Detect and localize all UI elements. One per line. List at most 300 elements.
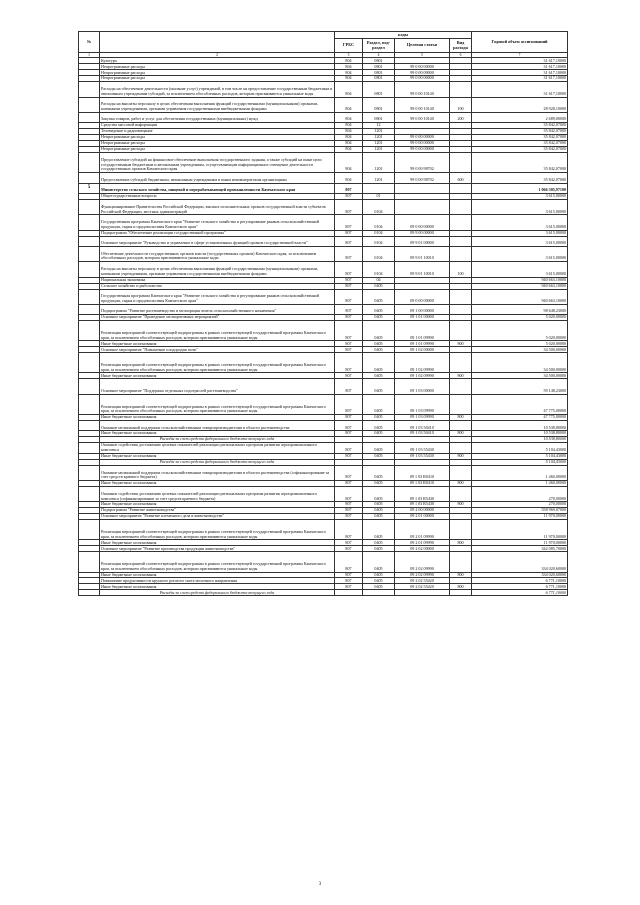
cell-cs: 99 0 00 00000	[395, 76, 450, 82]
cell-name: Расходы на обеспечение деятельности (оказание услуг) учреждений, в том числе на предоставление государственным бюджетным и автономным учреждениям субсидий, за исключением обособленных расходов, которым присваиваются уникальные коды	[100, 82, 335, 97]
cell-vr	[450, 465, 472, 480]
cell-name: Оказание несвязанной поддержки сельскохозяйственным товаропроизводителям в области растениеводства (софинансирование за счет средств краевого бюджета)	[100, 465, 335, 480]
cell-grbs: 807	[335, 194, 363, 200]
cell-cs	[395, 200, 450, 215]
cell-rz: 0405	[363, 304, 395, 314]
cell-cs: 09 2 02 55420	[395, 584, 450, 590]
cell-name: Основное мероприятие "Проведение мелиоративных мероприятий"	[100, 315, 335, 321]
cell-rz: 0405	[363, 431, 395, 437]
cell-name: Реализация мероприятий соответствующей подпрограммы в рамках соответствующей государственной программы Камчатского края, за исключением обособленных расходов, которым присваиваются уникальные коды	[100, 353, 335, 373]
cell-name: Расходы за счет средств федерального бюджета текущего года	[100, 437, 335, 443]
cell-sum: 2 689,00000	[472, 112, 568, 122]
cell-grbs: 807	[335, 373, 363, 379]
cell-name: Непрограммные расходы	[100, 147, 335, 153]
cell-name: Основное мероприятие "Развитие производства продукции животноводства"	[100, 546, 335, 552]
cell-num	[79, 486, 100, 501]
cell-vr: 800	[450, 481, 472, 487]
cell-name: Иные бюджетные ассигнования	[100, 453, 335, 459]
cell-name: Иные бюджетные ассигнования	[100, 502, 335, 508]
cell-name: Сельское хозяйство и рыболовство	[100, 283, 335, 289]
cell-rz: 0801	[363, 58, 395, 64]
cell-name: Иные бюджетные ассигнования	[100, 414, 335, 420]
cell-num	[79, 379, 100, 394]
document-page	[78, 31, 567, 596]
cell-sum: 11 970,00000	[472, 514, 568, 520]
cell-vr: 800	[450, 414, 472, 420]
cell-grbs: 807	[335, 520, 363, 540]
cell-rz: 0405	[363, 379, 395, 394]
cell-vr: 800	[450, 572, 472, 578]
cell-sum: 28 928,10000	[472, 97, 568, 112]
cell-vr	[450, 82, 472, 97]
table-row	[79, 112, 568, 122]
header-grbs: ГРБС	[335, 39, 363, 53]
cell-cs: 09 1 01 09990	[395, 321, 450, 341]
cell-cs: 09 9 01 10010	[395, 246, 450, 261]
cell-cs: 09 1 03 50410	[395, 420, 450, 430]
cell-name: Основное мероприятие "Развитие племенного дела в животноводстве"	[100, 514, 335, 520]
cell-vr: 800	[450, 584, 472, 590]
cell-sum: 11 970,00000	[472, 520, 568, 540]
header-razdel: Раздел, под-раздел	[363, 39, 395, 53]
header-vid: Вид расхода	[450, 39, 472, 53]
cell-name: Обеспечение деятельности государственных органов власти (государственных органов) Камчатского края, за исключением обособленных расходов, которым присваиваются уникальные коды	[100, 246, 335, 261]
table-row	[79, 97, 568, 112]
cell-cs: 09 1 03 55430	[395, 453, 450, 459]
table-row	[79, 200, 568, 215]
cell-rz: 0405	[363, 486, 395, 501]
cell-num	[79, 173, 100, 183]
cell-sum: 3 615,00000	[472, 200, 568, 215]
cell-name: Непрограммные расходы	[100, 135, 335, 141]
cell-grbs: 804	[335, 82, 363, 97]
cell-vr: 100	[450, 262, 472, 277]
cell-grbs: 807	[335, 277, 363, 283]
cell-num	[79, 420, 100, 430]
cell-cs: 99 0 00 00000	[395, 135, 450, 141]
cell-grbs: 807	[335, 508, 363, 514]
cell-grbs: 807	[335, 546, 363, 552]
cell-rz: 1201	[363, 135, 395, 141]
cell-grbs: 807	[335, 420, 363, 430]
cell-cs: 09 2 02 00000	[395, 546, 450, 552]
cell-cs: 09 1 03 50410	[395, 431, 450, 437]
table-row	[79, 289, 568, 304]
cell-num	[79, 153, 100, 173]
cell-grbs: 807	[335, 315, 363, 321]
table-row	[79, 353, 568, 373]
cell-grbs: 807	[335, 236, 363, 246]
cell-grbs: 804	[335, 97, 363, 112]
cell-vr: 800	[450, 373, 472, 379]
cell-vr	[450, 304, 472, 314]
cell-cs: 09 1 03 R5430	[395, 486, 450, 501]
cell-rz: 0801	[363, 112, 395, 122]
cell-rz: 0405	[363, 481, 395, 487]
cell-name: Иные бюджетные ассигнования	[100, 373, 335, 379]
cell-sum: 940 663,10000	[472, 283, 568, 289]
table-row	[79, 183, 568, 193]
cell-grbs: 807	[335, 572, 363, 578]
cell-name: Основное мероприятие "Повышение плодородия почв"	[100, 347, 335, 353]
cell-name: Государственная программа Камчатского края "Развитие сельского хозяйства и регулирование рынков сельскохозяйственной продукции, сырья и продовольствия Камчатского края"	[100, 215, 335, 230]
cell-grbs: 807	[335, 414, 363, 420]
cell-sum: 35 842,07000	[472, 153, 568, 173]
cell-rz: 0104	[363, 215, 395, 230]
cell-sum: 34 500,00000	[472, 353, 568, 373]
cell-vr	[450, 200, 472, 215]
cell-grbs: 807	[335, 578, 363, 584]
cell-grbs: 807	[335, 465, 363, 480]
cell-cs	[395, 183, 450, 193]
cell-name: Реализация мероприятий соответствующей подпрограммы в рамках соответствующей государственной программы Камчатского края, за исключением обособленных расходов, которым присваиваются уникальные коды	[100, 552, 335, 572]
cell-cs: 99 0 00 10140	[395, 97, 450, 112]
cell-name: Закупка товаров, работ и услуг для обеспечения государственных (муниципальных) нужд	[100, 112, 335, 122]
cell-name: Культура	[100, 58, 335, 64]
cell-sum: 11 970,00000	[472, 540, 568, 546]
cell-grbs: 807	[335, 584, 363, 590]
cell-rz	[363, 183, 395, 193]
cell-cs: 99 0 00 00000	[395, 64, 450, 70]
cell-rz: 0405	[363, 552, 395, 572]
cell-rz: 0104	[363, 230, 395, 236]
cell-sum: 270,00000	[472, 486, 568, 501]
cell-vr	[450, 321, 472, 341]
cell-vr	[450, 443, 472, 454]
cell-rz: 0405	[363, 283, 395, 289]
cell-num	[79, 590, 100, 596]
header-num: №	[79, 32, 100, 53]
cell-sum: 6 771,10000	[472, 578, 568, 584]
cell-vr	[450, 236, 472, 246]
page-number: 3	[318, 882, 322, 887]
cell-cs: 09 2 01 09990	[395, 540, 450, 546]
table-body	[79, 58, 568, 596]
cell-cs: 09 0 00 00000	[395, 215, 450, 230]
cell-name: Подпрограмма "Развитие животноводства"	[100, 508, 335, 514]
cell-rz: 0801	[363, 82, 395, 97]
cell-cs: 99 0 00 00000	[395, 70, 450, 76]
cell-vr	[450, 153, 472, 173]
cell-name: Непрограммные расходы	[100, 64, 335, 70]
cell-grbs: 804	[335, 135, 363, 141]
cell-num	[79, 304, 100, 314]
cell-cs: 09 1 01 09990	[395, 341, 450, 347]
cell-grbs: 807	[335, 215, 363, 230]
cell-rz: 1201	[363, 147, 395, 153]
cell-sum: 5 104,43000	[472, 453, 568, 459]
cell-rz: 0405	[363, 373, 395, 379]
cell-name: Повышение продуктивности крупного рогатого скота молочного направления	[100, 578, 335, 584]
cell-cs: 99 0 00 00000	[395, 141, 450, 147]
header-codes: коды	[335, 32, 472, 39]
cell-sum: 1 460,00000	[472, 481, 568, 487]
cell-grbs: 807	[335, 341, 363, 347]
cell-grbs: 804	[335, 147, 363, 153]
cell-num	[79, 465, 100, 480]
column-index-row: 1 2 3 4 5 6 7	[79, 53, 568, 58]
cell-grbs: 804	[335, 129, 363, 135]
cell-cs: 09 2 02 55420	[395, 578, 450, 584]
table-row	[79, 420, 568, 430]
cell-num	[79, 246, 100, 261]
cell-sum: 47 775,00000	[472, 414, 568, 420]
cell-sum: 34 500,00000	[472, 373, 568, 379]
cell-grbs: 804	[335, 141, 363, 147]
cell-sum: 31 617,10000	[472, 70, 568, 76]
cell-num	[79, 321, 100, 341]
cell-cs: 99 0 00 98702	[395, 173, 450, 183]
cell-grbs: 807	[335, 514, 363, 520]
cell-grbs: 807	[335, 453, 363, 459]
cell-rz: 0405	[363, 289, 395, 304]
cell-vr: 800	[450, 431, 472, 437]
cell-name: Основное мероприятие "Руководство и управление в сфере установленных функций органов государственной власти"	[100, 236, 335, 246]
table-row	[79, 304, 568, 314]
cell-sum: 5 020,00000	[472, 341, 568, 347]
cell-sum: 5 104,43000	[472, 443, 568, 454]
cell-rz: 0405	[363, 341, 395, 347]
cell-sum: 5 020,00000	[472, 321, 568, 341]
cell-name: Расходы на выплаты персоналу в целях обеспечения выполнения функций государственными (муниципальными) органами, казенными учреждениями, органами управления государственными внебюджетными фондами	[100, 97, 335, 112]
cell-grbs: 807	[335, 347, 363, 353]
cell-grbs: 804	[335, 153, 363, 173]
cell-num	[79, 236, 100, 246]
cell-cs: 09 1 02 00000	[395, 347, 450, 353]
cell-name: Основное мероприятие "Поддержка отдельных подотраслей растениеводства"	[100, 379, 335, 394]
cell-rz: 0405	[363, 572, 395, 578]
cell-cs: 09 2 02 09990	[395, 552, 450, 572]
cell-grbs	[335, 590, 363, 596]
cell-num	[79, 289, 100, 304]
cell-grbs: 807	[335, 283, 363, 289]
cell-grbs: 807	[335, 321, 363, 341]
table-row	[79, 246, 568, 261]
cell-cs: 99 0 00 98702	[395, 153, 450, 173]
table-row	[79, 379, 568, 394]
cell-name: Иные бюджетные ассигнования	[100, 540, 335, 546]
cell-cs: 09 1 00 00000	[395, 304, 450, 314]
cell-cs: 09 2 00 00000	[395, 508, 450, 514]
cell-rz: 0405	[363, 443, 395, 454]
cell-name: Предоставление субсидий на финансовое обеспечение выполнения государственного задания, а также субсидий на иные цели государственным бюджетным и автономным учреждениям, осуществляющим информационное освещение деятельности государственных органов Камчатского края	[100, 153, 335, 173]
cell-rz: 0405	[363, 453, 395, 459]
cell-rz: 0405	[363, 508, 395, 514]
table-row	[79, 82, 568, 97]
cell-grbs: 804	[335, 123, 363, 129]
cell-name: Иные бюджетные ассигнования	[100, 431, 335, 437]
cell-vr: 600	[450, 173, 472, 183]
cell-grbs: 807	[335, 486, 363, 501]
cell-rz: 0405	[363, 315, 395, 321]
cell-sum: 3 615,00000	[472, 215, 568, 230]
cell-grbs: 807	[335, 552, 363, 572]
cell-sum: 334 020,60000	[472, 552, 568, 572]
cell-sum: 31 617,10000	[472, 76, 568, 82]
cell-num	[79, 353, 100, 373]
cell-cs: 09 1 03 09990	[395, 394, 450, 414]
cell-rz: 04	[363, 277, 395, 283]
cell-sum: 558 969,07000	[472, 508, 568, 514]
cell-sum: 3 615,00000	[472, 236, 568, 246]
cell-rz: 0405	[363, 414, 395, 420]
cell-name: Иные бюджетные ассигнования	[100, 572, 335, 578]
cell-cs: 09 1 03 55430	[395, 443, 450, 454]
cell-sum: 940 663,10000	[472, 289, 568, 304]
cell-name: Средства массовой информации	[100, 123, 335, 129]
cell-vr	[450, 353, 472, 373]
cell-sum: 270,00000	[472, 502, 568, 508]
cell-rz: 0405	[363, 353, 395, 373]
cell-rz: 0405	[363, 520, 395, 540]
cell-sum: 31 617,10000	[472, 64, 568, 70]
cell-sum: 35 842,07000	[472, 129, 568, 135]
cell-cs: 09 1 03 R0410	[395, 481, 450, 487]
cell-grbs: 804	[335, 64, 363, 70]
cell-rz: 0405	[363, 540, 395, 546]
table-row	[79, 153, 568, 173]
header-annual: Годовой объем ассигнований	[472, 32, 568, 53]
table-row	[79, 236, 568, 246]
cell-name: Телевидение и радиовещание	[100, 129, 335, 135]
cell-sum: 35 842,07000	[472, 173, 568, 183]
cell-num	[79, 215, 100, 230]
cell-grbs: 807	[335, 394, 363, 414]
cell-num	[79, 262, 100, 277]
cell-sum: 31 617,10000	[472, 58, 568, 64]
cell-name: Министерство сельского хозяйства, пищевой и перерабатывающей промышленности Камчатского края	[100, 183, 335, 193]
cell-rz: 0104	[363, 246, 395, 261]
cell-name: Непрограммные расходы	[100, 141, 335, 147]
cell-name: Расходы за счет средств федерального бюджета текущего года	[100, 459, 335, 465]
cell-grbs: 807	[335, 379, 363, 394]
cell-num	[79, 200, 100, 215]
table-row	[79, 215, 568, 230]
cell-sum: 10 538,80000	[472, 420, 568, 430]
header-name	[100, 32, 335, 53]
table-row	[79, 443, 568, 454]
cell-vr	[450, 289, 472, 304]
cell-vr	[450, 420, 472, 430]
cell-grbs: 807	[335, 304, 363, 314]
cell-num	[79, 552, 100, 572]
cell-rz: 0104	[363, 236, 395, 246]
table-row	[79, 394, 568, 414]
cell-cs: 09 1 02 09990	[395, 373, 450, 379]
table-row	[79, 520, 568, 540]
table-row	[79, 465, 568, 480]
cell-name: Оказание содействия достижению целевых показателей реализации региональных программ развития агропромышленного комплекса	[100, 443, 335, 454]
cell-sum: 6 771,10000	[472, 590, 568, 596]
cell-sum: 5 020,00000	[472, 315, 568, 321]
cell-sum: 342 085,70000	[472, 546, 568, 552]
cell-sum: 47 775,00000	[472, 394, 568, 414]
cell-rz	[363, 590, 395, 596]
budget-table	[78, 31, 568, 596]
cell-cs: 09 1 03 R5430	[395, 502, 450, 508]
cell-grbs: 807	[335, 246, 363, 261]
cell-sum: 59 148,23000	[472, 379, 568, 394]
cell-sum: 1 460,00000	[472, 465, 568, 480]
cell-cs: 09 1 03 09990	[395, 414, 450, 420]
cell-rz: 1201	[363, 153, 395, 173]
cell-vr	[450, 246, 472, 261]
cell-rz: 0801	[363, 64, 395, 70]
cell-cs	[395, 590, 450, 596]
cell-sum: 31 617,10000	[472, 82, 568, 97]
cell-name: Расходы на выплаты персоналу в целях обеспечения выполнения функций государственными (муниципальными) органами, казенными учреждениями, органами управления государственными внебюджетными фондами	[100, 262, 335, 277]
cell-sum: 3 615,00000	[472, 262, 568, 277]
cell-grbs: 807	[335, 502, 363, 508]
cell-rz: 1201	[363, 173, 395, 183]
cell-grbs: 807	[335, 540, 363, 546]
cell-name: Непрограммные расходы	[100, 70, 335, 76]
cell-cs: 99 0 00 00000	[395, 147, 450, 153]
cell-name: Иные бюджетные ассигнования	[100, 584, 335, 590]
cell-cs: 09 9 01 10010	[395, 262, 450, 277]
table-row	[79, 173, 568, 183]
cell-sum: 3 615,00000	[472, 246, 568, 261]
cell-sum: 5 104,43000	[472, 459, 568, 465]
cell-cs: 09 1 01 00000	[395, 315, 450, 321]
cell-sum: 3 615,00000	[472, 194, 568, 200]
cell-cs: 99 0 00 10140	[395, 112, 450, 122]
cell-cs: 99 0 00 10140	[395, 82, 450, 97]
cell-vr: 100	[450, 97, 472, 112]
cell-cs: 09 9 00 00000	[395, 230, 450, 236]
cell-rz: 01	[363, 194, 395, 200]
cell-grbs: 807	[335, 200, 363, 215]
cell-cs: 09 1 03 00000	[395, 379, 450, 394]
cell-cs: 09 9 01 00000	[395, 236, 450, 246]
cell-rz: 12	[363, 123, 395, 129]
cell-rz: 0104	[363, 262, 395, 277]
cell-sum: 35 842,07000	[472, 147, 568, 153]
cell-num	[79, 97, 100, 112]
cell-num	[79, 112, 100, 122]
cell-num	[79, 394, 100, 414]
cell-vr: 800	[450, 502, 472, 508]
cell-vr	[450, 486, 472, 501]
cell-sum: 10 538,80000	[472, 437, 568, 443]
cell-rz: 0405	[363, 514, 395, 520]
cell-vr	[450, 590, 472, 596]
cell-rz: 0405	[363, 420, 395, 430]
cell-grbs: 804	[335, 76, 363, 82]
cell-sum: 6 771,10000	[472, 584, 568, 590]
cell-name: Предоставление субсидий бюджетным, автономным учреждениям и иным некоммерческим организациям	[100, 173, 335, 183]
cell-name: Иные бюджетные ассигнования	[100, 481, 335, 487]
cell-grbs: 807	[335, 230, 363, 236]
cell-name: Подпрограмма "Развитие растениеводства и мелиорация земель сельскохозяйственного назначения"	[100, 304, 335, 314]
cell-vr	[450, 215, 472, 230]
cell-name: Национальная экономика	[100, 277, 335, 283]
cell-name: Оказание несвязанной поддержки сельскохозяйственным товаропроизводителям в области растениеводства	[100, 420, 335, 430]
cell-cs: 09 2 01 00000	[395, 514, 450, 520]
cell-sum: 1 066 305,97100	[472, 183, 568, 193]
cell-grbs: 804	[335, 58, 363, 64]
cell-sum: 34 500,00000	[472, 347, 568, 353]
cell-name: Непрограммные расходы	[100, 76, 335, 82]
cell-rz: 0405	[363, 394, 395, 414]
cell-vr	[450, 183, 472, 193]
cell-rz: 0405	[363, 321, 395, 341]
cell-name: Оказание содействия достижению целевых показателей реализации региональных программ развития агропромышленного комплекса (софинансирование за счет средств краевого бюджета)	[100, 486, 335, 501]
table-row	[79, 552, 568, 572]
cell-grbs: 807	[335, 481, 363, 487]
cell-vr	[450, 520, 472, 540]
cell-rz: 0801	[363, 97, 395, 112]
